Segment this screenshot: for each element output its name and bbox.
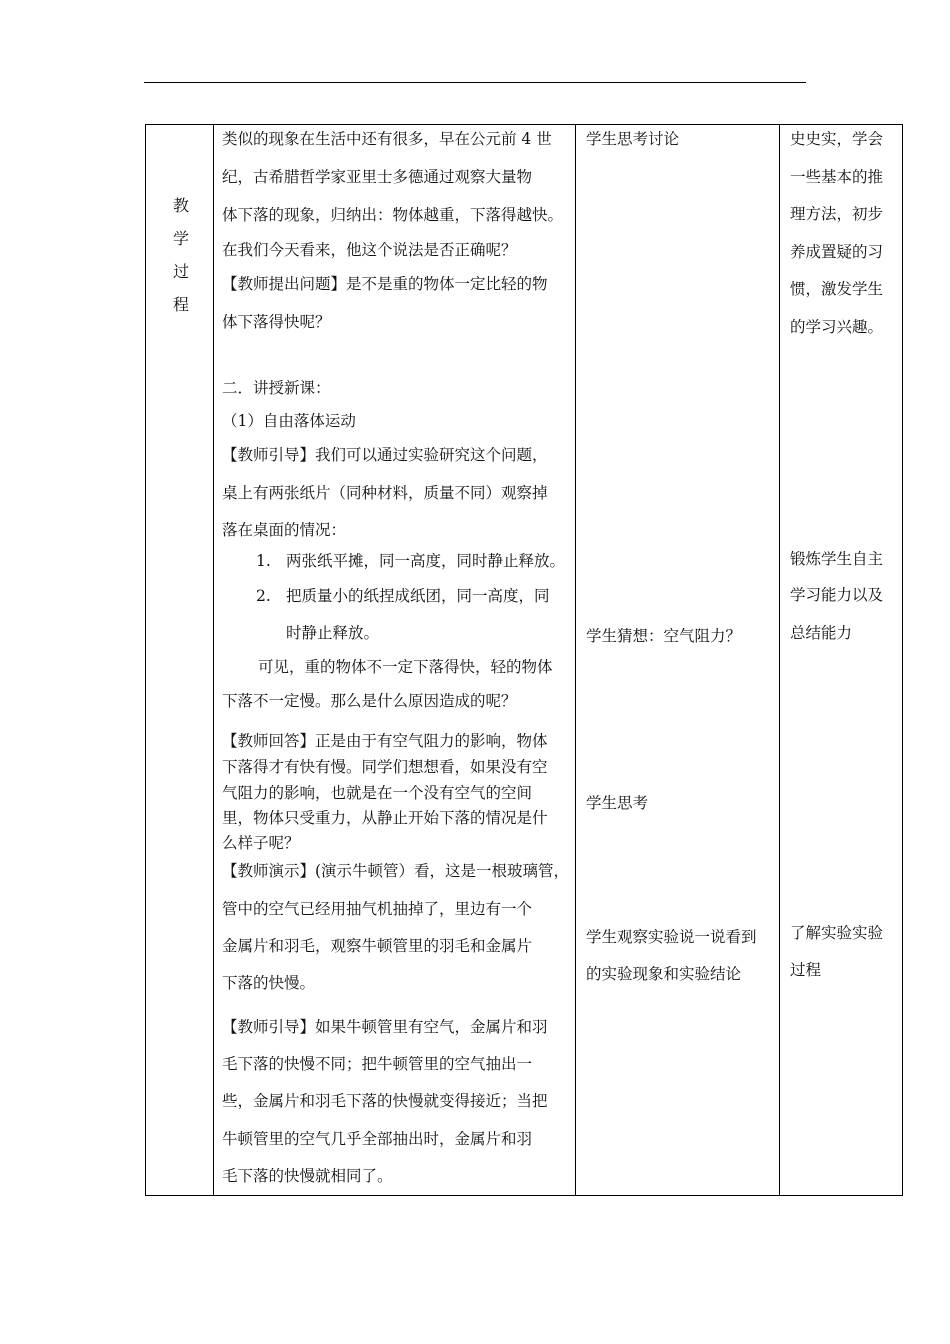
student-activity: 学生思考讨论 — [586, 130, 680, 148]
list-item: 把质量小的纸捏成纸团，同一高度，同 — [286, 587, 550, 605]
teacher-column — [214, 125, 575, 1195]
text-line: 的学习兴趣。 — [790, 318, 884, 336]
teacher-guide: 【教师引导】如果牛顿管里有空气，金属片和羽 — [222, 1018, 548, 1036]
text-line: 金属片和羽毛，观察牛顿管里的羽毛和金属片 — [222, 937, 533, 955]
text-line: 过程 — [790, 961, 822, 979]
text-line: 惯，激发学生 — [790, 280, 884, 298]
text-line: 里，物体只受重力，从静止开始下落的情况是什 — [222, 809, 548, 827]
text-line: 下落不一定慢。那么是什么原因造成的呢？ — [222, 692, 517, 710]
student-activity: 学生猜想：空气阻力？ — [586, 627, 742, 645]
list-item: 两张纸平摊，同一高度，同时静止释放。 — [286, 552, 566, 570]
text-line: 体下落的现象，归纳出：物体越重，下落得越快。 — [222, 206, 564, 224]
text-line: 牛顿管里的空气几乎全部抽出时，金属片和羽 — [222, 1130, 533, 1148]
design-intent: 锻炼学生自主 — [790, 550, 884, 568]
text-line: 下落的快慢。 — [222, 974, 316, 992]
student-activity: 学生思考 — [586, 794, 649, 812]
lesson-table — [145, 124, 903, 1196]
student-activity: 学生观察实验说一说看到 — [586, 928, 757, 946]
design-intent: 史史实，学会 — [790, 130, 884, 148]
teacher-guide: 【教师引导】我们可以通过实验研究这个问题， — [222, 446, 548, 464]
section-heading: 二．讲授新课： — [222, 379, 331, 397]
list-number: 2. — [256, 587, 271, 605]
design-intent: 了解实验实验 — [790, 924, 884, 942]
text-line: 学习能力以及 — [790, 586, 884, 604]
text-line: 类似的现象在生活中还有很多，早在公元前 4 世 — [222, 130, 552, 148]
text-line: 可见，重的物体不一定下落得快，轻的物体 — [258, 658, 553, 676]
column-divider — [779, 125, 780, 1195]
subsection-heading: （1）自由落体运动 — [222, 412, 356, 430]
text-line: 些，金属片和羽毛下落的快慢就变得接近；当把 — [222, 1092, 548, 1110]
teacher-demo: 【教师演示】(演示牛顿管）看，这是一根玻璃管， — [222, 862, 570, 880]
text-line: 总结能力 — [790, 624, 853, 642]
text-line: 体下落得快呢？ — [222, 313, 331, 331]
text-line: 毛下落的快慢不同；把牛顿管里的空气抽出一 — [222, 1055, 533, 1073]
text-line: 落在桌面的情况： — [222, 521, 347, 539]
text-line: 毛下落的快慢就相同了。 — [222, 1167, 393, 1185]
teacher-question: 【教师提出问题】是不是重的物体一定比轻的物 — [222, 275, 548, 293]
text-line: 管中的空气已经用抽气机抽掉了，里边有一个 — [222, 900, 533, 918]
teacher-answer: 【教师回答】正是由于有空气阻力的影响，物体 — [222, 732, 548, 750]
text-line: 么样子呢？ — [222, 834, 300, 852]
text-line: 在我们今天看来，他这个说法是否正确呢？ — [222, 241, 517, 259]
text-line: 气阻力的影响，也就是在一个没有空气的空间 — [222, 784, 533, 802]
text-line: 的实验现象和实验结论 — [586, 965, 742, 983]
text-line: 时静止释放。 — [286, 624, 380, 642]
list-number: 1. — [256, 552, 271, 570]
text-line: 一些基本的推 — [790, 168, 884, 186]
text-line: 纪，古希腊哲学家亚里士多德通过观察大量物 — [222, 168, 533, 186]
text-line: 养成置疑的习 — [790, 243, 884, 261]
text-line: 下落得才有快有慢。同学们想想看，如果没有空 — [222, 758, 548, 776]
text-line: 桌上有两张纸片（同种材料，质量不同）观察掉 — [222, 484, 548, 502]
column-divider — [575, 125, 576, 1195]
text-line: 理方法，初步 — [790, 205, 884, 223]
header-rule — [144, 82, 806, 83]
row-label: 教 学 过 程 — [172, 196, 189, 314]
